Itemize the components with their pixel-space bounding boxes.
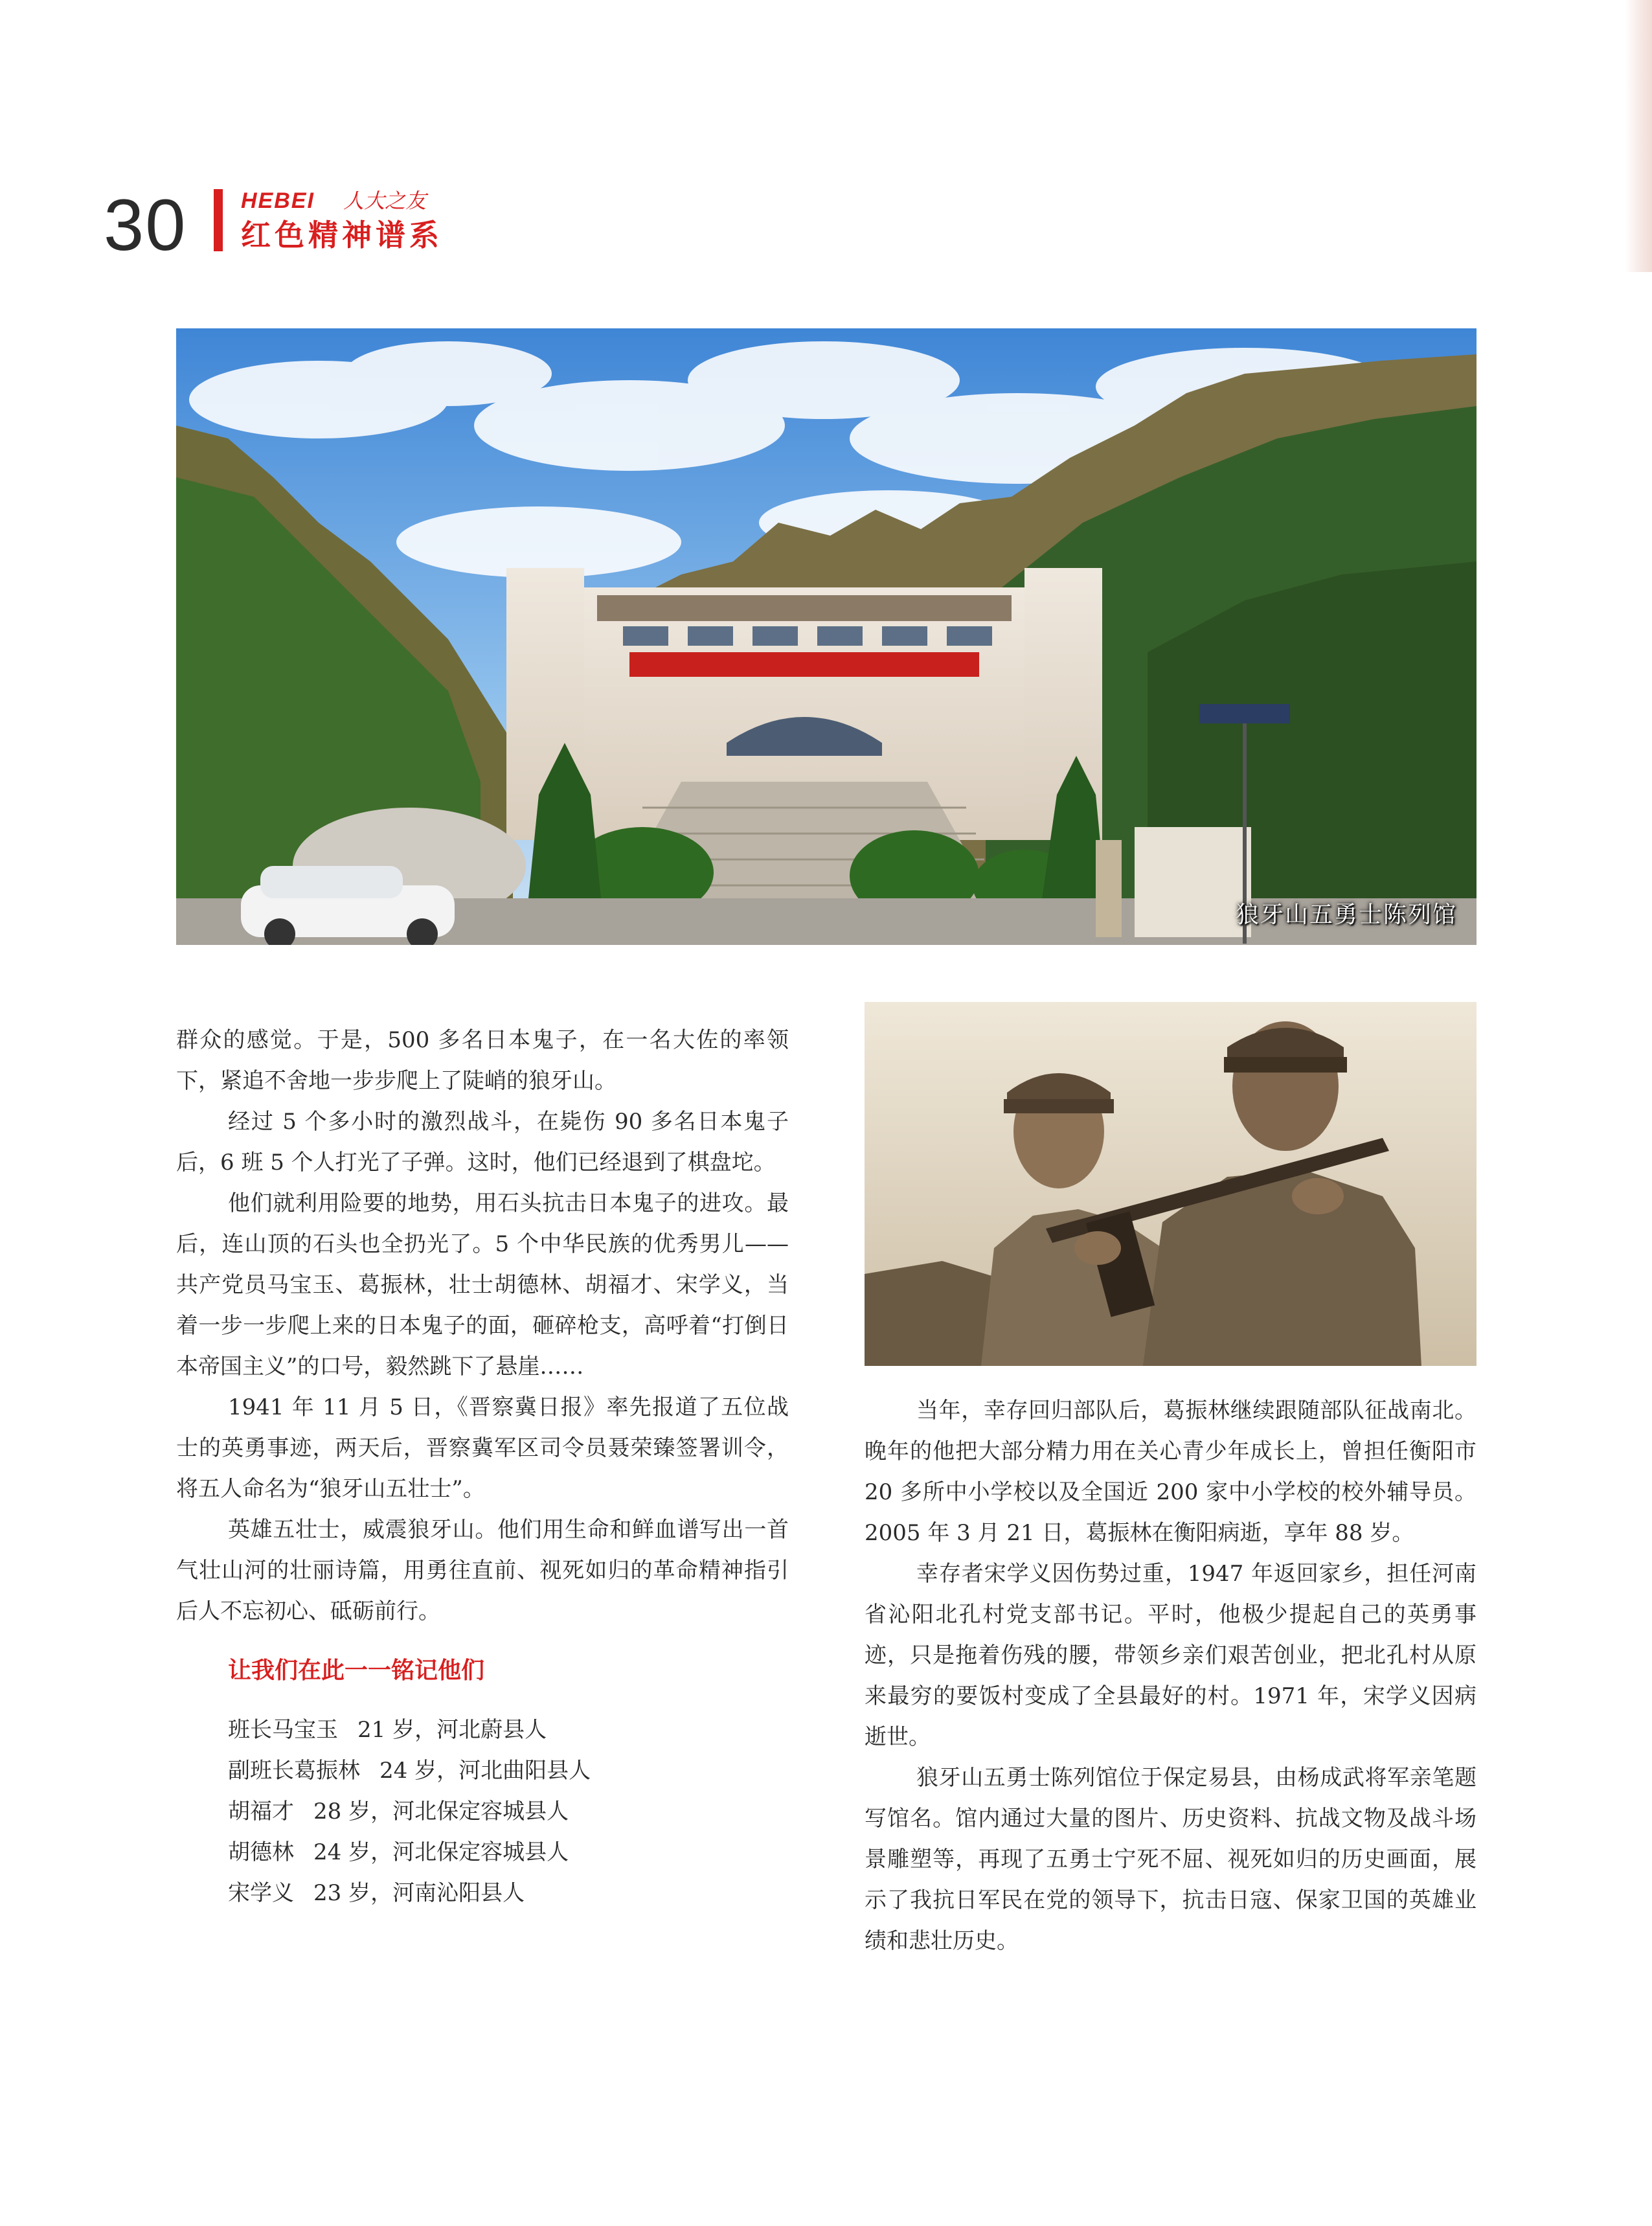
roster-info: 24 岁，河北曲阳县人 bbox=[379, 1758, 591, 1784]
roster-name: 胡德林 bbox=[228, 1839, 294, 1865]
magazine-name-cn: 人大之友 bbox=[343, 188, 427, 213]
left-column bbox=[176, 1020, 789, 1914]
roster-name: 胡福才 bbox=[228, 1799, 294, 1824]
paragraph: 1941 年 11 月 5 日，《晋察冀日报》率先报道了五位战士的英勇事迹，两天后，晋察冀军区司令员聂荣臻签署训令，将五人命名为“狼牙山五壮士”。 bbox=[176, 1394, 789, 1502]
paragraph: 英雄五壮士，威震狼牙山。他们用生命和鲜血谱写出一首气壮山河的壮丽诗篇，用勇往直前、视死如归的革命精神指引后人不忘初心、砥砺前行。 bbox=[176, 1517, 789, 1624]
heroes-portrait-illustration bbox=[865, 1002, 1477, 1366]
paragraph: 群众的感觉。于是，500 多名日本鬼子，在一名大佐的率领下，紧追不舍地一步步爬上了陡峭的狼牙山。 bbox=[176, 1027, 789, 1094]
roster-row bbox=[228, 1791, 789, 1832]
right-column bbox=[865, 1391, 1477, 1962]
section-title: 红色精神谱系 bbox=[241, 218, 443, 253]
magazine-name-en: HEBEI bbox=[241, 188, 315, 213]
roster-info: 28 岁，河北保定容城县人 bbox=[313, 1799, 569, 1824]
photo-caption: 狼牙山五勇士陈列馆 bbox=[1235, 902, 1457, 928]
roster-row bbox=[228, 1832, 789, 1873]
page-header bbox=[0, 0, 1652, 285]
roster-name: 宋学义 bbox=[228, 1880, 294, 1906]
header-accent-bar bbox=[214, 189, 223, 251]
paragraph: 他们就利用险要的地势，用石头抗击日本鬼子的进攻。最后，连山顶的石头也全扔光了。5 个中华民族的优秀男儿——共产党员马宝玉、葛振林，壮士胡德林、胡福才、宋学义，当着一步一步爬上来的日本鬼子的面，砸碎枪支，高呼着“打倒日本帝国主义”的口号，毅然跳下了悬崖…… bbox=[176, 1190, 789, 1380]
paragraph: 当年，幸存回归部队后，葛振林继续跟随部队征战南北。晚年的他把大部分精力用在关心青少年成长上，曾担任衡阳市 20 多所中小学校以及全国近 200 家中小学校的校外辅导员。2005 年 3 月 21 日，葛振林在衡阳病逝，享年 88 岁。 bbox=[865, 1398, 1477, 1546]
memorial-heading: 让我们在此一一铭记他们 bbox=[228, 1657, 485, 1684]
roster-row bbox=[228, 1751, 789, 1791]
roster-info: 21 岁，河北蔚县人 bbox=[357, 1717, 547, 1743]
roster-row bbox=[228, 1710, 789, 1751]
roster-name: 副班长葛振林 bbox=[228, 1758, 360, 1784]
page-number: 30 bbox=[104, 185, 187, 266]
paragraph: 幸存者宋学义因伤势过重，1947 年返回家乡，担任河南省沁阳北孔村党支部书记。平时，他极少提起自己的英勇事迹，只是拖着伤残的腰，带领乡亲们艰苦创业，把北孔村从原来最穷的要饭村变成了全县最好的村。1971 年，宋学义因病逝世。 bbox=[865, 1561, 1477, 1750]
roster-name: 班长马宝玉 bbox=[228, 1717, 338, 1743]
roster-row bbox=[228, 1873, 789, 1914]
roster-info: 24 岁，河北保定容城县人 bbox=[313, 1839, 569, 1865]
roster-info: 23 岁，河南沁阳县人 bbox=[313, 1880, 525, 1906]
paragraph: 狼牙山五勇士陈列馆位于保定易县，由杨成武将军亲笔题写馆名。馆内通过大量的图片、历史资料、抗战文物及战斗场景雕塑等，再现了五勇士宁死不屈、视死如归的历史画面，展示了我抗日军民在党的领导下，抗击日寇、保家卫国的英雄业绩和悲壮历史。 bbox=[865, 1765, 1477, 1954]
heroes-portrait-photo bbox=[865, 1002, 1477, 1366]
paragraph: 经过 5 个多小时的激烈战斗，在毙伤 90 多名日本鬼子后，6 班 5 个人打光了子弹。这时，他们已经退到了棋盘坨。 bbox=[176, 1109, 789, 1175]
memorial-hall-illustration bbox=[176, 328, 1477, 945]
memorial-hall-photo bbox=[176, 328, 1477, 945]
